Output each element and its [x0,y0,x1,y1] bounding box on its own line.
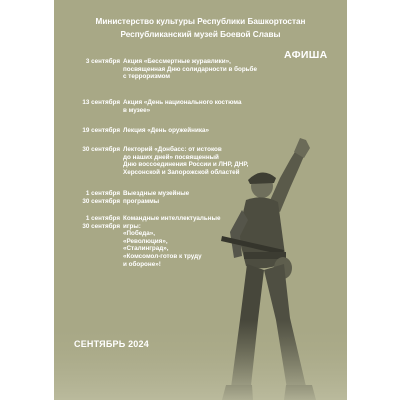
event-date: 30 сентября [82,146,120,153]
ministry-title: Министерство культуры Республики Башкортостан [95,17,306,26]
month-label: СЕНТЯБРЬ 2024 [74,339,149,349]
event-description: Командные интеллектуальные игры: «Победа», «Революция», «Сталинград», «Комсомол-готов к труду и обороне»! [123,215,221,268]
event-date: 19 сентября [82,127,120,134]
event-description: Выездные музейные программы [123,190,190,205]
event-date: 1 сентября 30 сентября [82,190,120,205]
event-date: 13 сентября [82,99,120,106]
event-date: 3 сентября [85,58,120,65]
event-description: Лекторий «Донбасс: от истоков до наших дней» посвященный Дню воссоединения России и ЛНР, ДНР, Херсонской и Запорожской областей [123,146,249,176]
event-date: 1 сентября 30 сентября [82,215,120,230]
poster [54,0,347,400]
event-description: Акция «День национального костюма в музее» [123,99,242,114]
event-description: Акция «Бессмертные журавлики», посвященная Дню солидарности в борьбе с терроризмом [123,58,257,81]
afisha-heading: АФИША [284,49,328,61]
event-description: Лекция «День оружейника» [123,127,210,134]
museum-title: Республиканский музей Боевой Славы [120,30,281,39]
